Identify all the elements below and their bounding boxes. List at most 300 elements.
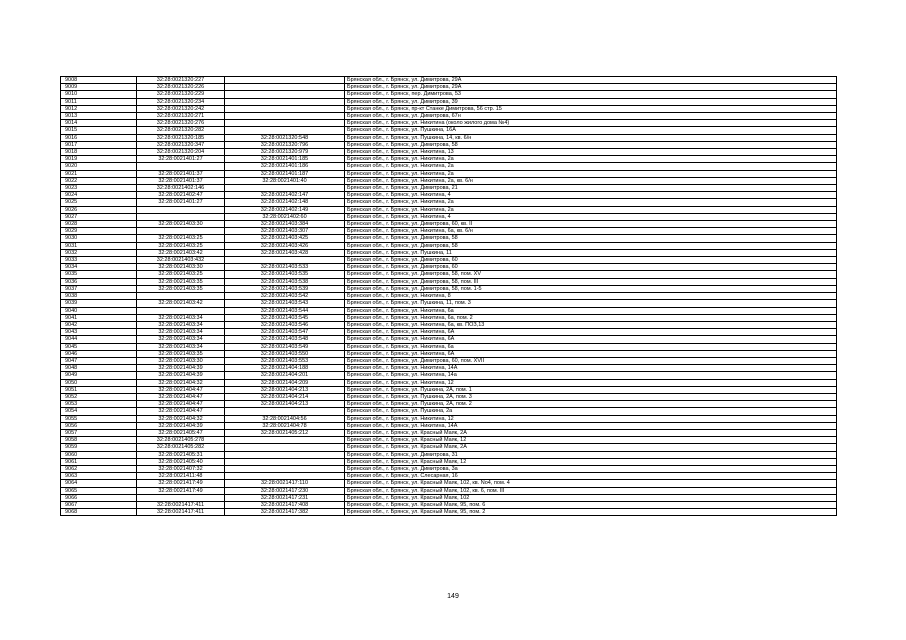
- table-row: [61, 415, 837, 422]
- parcel-number-cell: 32:28:0021403:35: [137, 350, 225, 357]
- address-cell: Брянская обл., г. Брянск, ул. Слесарная, 16: [345, 473, 837, 480]
- object-number-cell: 32:28:0021403:553: [225, 357, 345, 364]
- parcel-number-cell: 32:28:0021404:39: [137, 422, 225, 429]
- object-number-cell: 32:28:0021403:550: [225, 350, 345, 357]
- object-number-cell: 32:28:0021404:213: [225, 401, 345, 408]
- table-row: [61, 314, 837, 321]
- parcel-number-cell: 32:28:0021405:31: [137, 451, 225, 458]
- parcel-number-cell: [137, 307, 225, 314]
- address-cell: Брянская обл., г. Брянск, ул. Никитина, 14А: [345, 422, 837, 429]
- address-cell: Брянская обл., г. Брянск, ул. Пушкина, 2А, пом. 3: [345, 393, 837, 400]
- row-number-cell: 9032: [61, 249, 137, 256]
- row-number-cell: 9053: [61, 401, 137, 408]
- table-row: [61, 379, 837, 386]
- object-number-cell: 32:28:0021404:201: [225, 372, 345, 379]
- row-number-cell: 9045: [61, 343, 137, 350]
- parcel-number-cell: [137, 206, 225, 213]
- object-number-cell: [225, 84, 345, 91]
- object-number-cell: [225, 465, 345, 472]
- address-cell: Брянская обл., г. Брянск, ул. Никитина, 2а, кв. 6/н: [345, 177, 837, 184]
- row-number-cell: 9067: [61, 501, 137, 508]
- row-number-cell: 9047: [61, 357, 137, 364]
- address-cell: Брянская обл., г. Брянск, ул. Димитрова, 58: [345, 235, 837, 242]
- row-number-cell: 9022: [61, 177, 137, 184]
- object-number-cell: 32:28:0021417:231: [225, 494, 345, 501]
- parcel-number-cell: 32:28:0021402:146: [137, 185, 225, 192]
- object-number-cell: 32:28:0021401:185: [225, 156, 345, 163]
- row-number-cell: 9035: [61, 271, 137, 278]
- address-cell: Брянская обл., г. Брянск, ул. Димитрова, 67н: [345, 113, 837, 120]
- row-number-cell: 9042: [61, 321, 137, 328]
- object-number-cell: 32:28:0021404:209: [225, 379, 345, 386]
- parcel-number-cell: 32:28:0021411:48: [137, 473, 225, 480]
- parcel-number-cell: 32:28:0021403:25: [137, 242, 225, 249]
- table-row: [61, 271, 837, 278]
- parcel-number-cell: 32:28:0021403:25: [137, 271, 225, 278]
- table-row: [61, 192, 837, 199]
- object-number-cell: [225, 91, 345, 98]
- object-number-cell: 32:28:0021403:539: [225, 285, 345, 292]
- object-number-cell: 32:28:0021401:40: [225, 177, 345, 184]
- table-row: [61, 307, 837, 314]
- parcel-number-cell: 32:28:0021403:30: [137, 264, 225, 271]
- address-cell: Брянская обл., г. Брянск, ул. Никитина, 6А: [345, 336, 837, 343]
- parcel-number-cell: 32:28:0021403:30: [137, 357, 225, 364]
- row-number-cell: 9044: [61, 336, 137, 343]
- table-row: [61, 242, 837, 249]
- row-number-cell: 9052: [61, 393, 137, 400]
- address-cell: Брянская обл., г. Брянск, ул. Димитрова, 60, пом. XVII: [345, 357, 837, 364]
- row-number-cell: 9015: [61, 127, 137, 134]
- object-number-cell: 32:28:0021403:544: [225, 307, 345, 314]
- table-row: [61, 199, 837, 206]
- parcel-number-cell: 32:28:0021404:32: [137, 379, 225, 386]
- address-cell: Брянская обл., г. Брянск, ул. Никитина, 13: [345, 149, 837, 156]
- row-number-cell: 9011: [61, 98, 137, 105]
- row-number-cell: 9049: [61, 372, 137, 379]
- table-row: [61, 278, 837, 285]
- object-number-cell: 32:28:0021403:533: [225, 264, 345, 271]
- address-cell: Брянская обл., г. Брянск, ул. Красный Маяк, 95, пом. 6: [345, 501, 837, 508]
- table-row: [61, 357, 837, 364]
- object-number-cell: 32:28:0021405:212: [225, 429, 345, 436]
- table-row: [61, 350, 837, 357]
- address-cell: Брянская обл., г. Брянск, ул. Красный Маяк, 102: [345, 494, 837, 501]
- table-row: [61, 185, 837, 192]
- row-number-cell: 9028: [61, 221, 137, 228]
- table-row: [61, 365, 837, 372]
- parcel-number-cell: 32:28:0021403:35: [137, 285, 225, 292]
- table-row: [61, 401, 837, 408]
- parcel-number-cell: [137, 213, 225, 220]
- row-number-cell: 9031: [61, 242, 137, 249]
- table-row: [61, 264, 837, 271]
- table-row: [61, 501, 837, 508]
- row-number-cell: 9038: [61, 293, 137, 300]
- object-number-cell: 32:28:0021404:214: [225, 393, 345, 400]
- address-cell: Брянская обл., г. Брянск, ул. Красный Маяк, 102, кв. 6, пом. III: [345, 487, 837, 494]
- row-number-cell: 9029: [61, 228, 137, 235]
- parcel-number-cell: [137, 293, 225, 300]
- address-cell: Брянская обл., г. Брянск, ул. Пушкина, 11: [345, 249, 837, 256]
- parcel-number-cell: 32:28:0021320:234: [137, 98, 225, 105]
- object-number-cell: [225, 77, 345, 84]
- table-row: [61, 91, 837, 98]
- parcel-number-cell: 32:28:0021320:227: [137, 77, 225, 84]
- parcel-number-cell: 32:28:0021320:229: [137, 91, 225, 98]
- object-number-cell: 32:28:0021417:230: [225, 487, 345, 494]
- parcel-number-cell: 32:28:0021417:411: [137, 501, 225, 508]
- table-row: [61, 84, 837, 91]
- table-row: [61, 113, 837, 120]
- table-row: [61, 393, 837, 400]
- row-number-cell: 9063: [61, 473, 137, 480]
- object-number-cell: 32:28:0021403:542: [225, 293, 345, 300]
- row-number-cell: 9034: [61, 264, 137, 271]
- object-number-cell: [225, 473, 345, 480]
- address-cell: Брянская обл., г. Брянск, ул. Никитина (около жилого дома №4): [345, 120, 837, 127]
- table-row: [61, 77, 837, 84]
- address-cell: Брянская обл., г. Брянск, ул. Никитина, 2а: [345, 206, 837, 213]
- object-number-cell: 32:28:0021403:428: [225, 249, 345, 256]
- parcel-number-cell: 32:28:0021404:39: [137, 372, 225, 379]
- address-cell: Брянская обл., г. Брянск, ул. Димитрова, 58, пом. XV: [345, 271, 837, 278]
- address-cell: Брянская обл., г. Брянск, ул. Пушкина, 2А, пом. 2: [345, 401, 837, 408]
- parcel-number-cell: 32:28:0021320:185: [137, 134, 225, 141]
- address-cell: Брянская обл., г. Брянск, ул. Пушкина, 14, кв. 6/н: [345, 134, 837, 141]
- row-number-cell: 9023: [61, 185, 137, 192]
- table-row: [61, 487, 837, 494]
- row-number-cell: 9018: [61, 149, 137, 156]
- row-number-cell: 9062: [61, 465, 137, 472]
- object-number-cell: [225, 113, 345, 120]
- row-number-cell: 9010: [61, 91, 137, 98]
- row-number-cell: 9026: [61, 206, 137, 213]
- object-number-cell: 32:28:0021402:148: [225, 199, 345, 206]
- parcel-number-cell: 32:28:0021403:35: [137, 278, 225, 285]
- parcel-number-cell: 32:28:0021402:47: [137, 192, 225, 199]
- parcel-number-cell: 32:28:0021320:276: [137, 120, 225, 127]
- object-number-cell: 32:28:0021403:549: [225, 343, 345, 350]
- parcel-number-cell: 32:28:0021403:42: [137, 300, 225, 307]
- object-number-cell: 32:28:0021403:426: [225, 242, 345, 249]
- row-number-cell: 9057: [61, 429, 137, 436]
- object-number-cell: 32:28:0021403:545: [225, 314, 345, 321]
- row-number-cell: 9050: [61, 379, 137, 386]
- object-number-cell: [225, 451, 345, 458]
- table-row: [61, 228, 837, 235]
- row-number-cell: 9059: [61, 444, 137, 451]
- table-row: [61, 120, 837, 127]
- object-number-cell: 32:28:0021401:187: [225, 170, 345, 177]
- object-number-cell: 32:28:0021403:538: [225, 278, 345, 285]
- object-number-cell: 32:28:0021403:535: [225, 271, 345, 278]
- row-number-cell: 9025: [61, 199, 137, 206]
- parcel-number-cell: 32:28:0021401:27: [137, 156, 225, 163]
- row-number-cell: 9039: [61, 300, 137, 307]
- address-cell: Брянская обл., г. Брянск, ул. Пушкина, 16А: [345, 127, 837, 134]
- table-body: [61, 77, 837, 516]
- table-row: [61, 163, 837, 170]
- parcel-number-cell: 32:28:0021403:30: [137, 221, 225, 228]
- parcel-number-cell: 32:28:0021405:282: [137, 444, 225, 451]
- table-row: [61, 480, 837, 487]
- object-number-cell: 32:28:0021403:547: [225, 329, 345, 336]
- object-number-cell: 32:28:0021402:60: [225, 213, 345, 220]
- table-row: [61, 343, 837, 350]
- object-number-cell: 32:28:0021320:548: [225, 134, 345, 141]
- row-number-cell: 9066: [61, 494, 137, 501]
- row-number-cell: 9016: [61, 134, 137, 141]
- parcel-number-cell: 32:28:0021417:49: [137, 480, 225, 487]
- row-number-cell: 9041: [61, 314, 137, 321]
- parcel-number-cell: 32:28:0021401:37: [137, 177, 225, 184]
- parcel-number-cell: 32:28:0021320:204: [137, 149, 225, 156]
- row-number-cell: 9054: [61, 408, 137, 415]
- address-cell: Брянская обл., г. Брянск, ул. Никитина, 6а, пом. 2: [345, 314, 837, 321]
- row-number-cell: 9008: [61, 77, 137, 84]
- address-cell: Брянская обл., г. Брянск, ул. Никитина, 14А: [345, 365, 837, 372]
- table-row: [61, 451, 837, 458]
- address-cell: Брянская обл., г. Брянск, ул. Никитина, 6а, кв. 6/н: [345, 228, 837, 235]
- object-number-cell: 32:28:0021320:796: [225, 141, 345, 148]
- table-row: [61, 170, 837, 177]
- row-number-cell: 9061: [61, 458, 137, 465]
- row-number-cell: 9030: [61, 235, 137, 242]
- parcel-number-cell: 32:28:0021320:226: [137, 84, 225, 91]
- table-row: [61, 149, 837, 156]
- address-cell: Брянская обл., г. Брянск, ул. Никитина, 8: [345, 293, 837, 300]
- table-row: [61, 386, 837, 393]
- address-cell: Брянская обл., г. Брянск, ул. Димитрова, 3а: [345, 465, 837, 472]
- address-cell: Брянская обл., г. Брянск, ул. Никитина, 2а: [345, 199, 837, 206]
- parcel-number-cell: 32:28:0021404:39: [137, 365, 225, 372]
- address-cell: Брянская обл., г. Брянск, ул. Димитрова, 58, пом. 1-5: [345, 285, 837, 292]
- row-number-cell: 9021: [61, 170, 137, 177]
- parcel-number-cell: 32:28:0021404:47: [137, 393, 225, 400]
- row-number-cell: 9013: [61, 113, 137, 120]
- address-cell: Брянская обл., г. Брянск, ул. Димитрова, 21: [345, 185, 837, 192]
- table-row: [61, 437, 837, 444]
- address-cell: Брянская обл., г. Брянск, пр-кт Станке Димитрова, 56 стр. 15: [345, 105, 837, 112]
- object-number-cell: [225, 105, 345, 112]
- object-number-cell: 32:28:0021401:186: [225, 163, 345, 170]
- row-number-cell: 9058: [61, 437, 137, 444]
- address-cell: Брянская обл., г. Брянск, пер. Димитрова, 53: [345, 91, 837, 98]
- parcel-number-cell: 32:28:0021404:47: [137, 408, 225, 415]
- object-number-cell: [225, 408, 345, 415]
- row-number-cell: 9060: [61, 451, 137, 458]
- table-row: [61, 509, 837, 516]
- object-number-cell: 32:28:0021403:546: [225, 321, 345, 328]
- address-cell: Брянская обл., г. Брянск, ул. Никитина, 6А: [345, 329, 837, 336]
- address-cell: Брянская обл., г. Брянск, ул. Красный Маяк, 2А: [345, 429, 837, 436]
- address-cell: Брянская обл., г. Брянск, ул. Никитина, 2а: [345, 170, 837, 177]
- cadastral-table: [60, 76, 837, 516]
- parcel-number-cell: 32:28:0021407:32: [137, 465, 225, 472]
- parcel-number-cell: 32:28:0021403:34: [137, 336, 225, 343]
- row-number-cell: 9065: [61, 487, 137, 494]
- row-number-cell: 9048: [61, 365, 137, 372]
- address-cell: Брянская обл., г. Брянск, ул. Никитина, 14а: [345, 372, 837, 379]
- table-row: [61, 98, 837, 105]
- table-row: [61, 321, 837, 328]
- object-number-cell: 32:28:0021403:307: [225, 228, 345, 235]
- table-row: [61, 408, 837, 415]
- address-cell: Брянская обл., г. Брянск, ул. Красный Маяк, 102, кв. No4, пом. 4: [345, 480, 837, 487]
- address-cell: Брянская обл., г. Брянск, ул. Димитрова, 58: [345, 242, 837, 249]
- address-cell: Брянская обл., г. Брянск, ул. Димитрова, 29А: [345, 84, 837, 91]
- object-number-cell: 32:28:0021404:78: [225, 422, 345, 429]
- parcel-number-cell: 32:28:0021403:34: [137, 329, 225, 336]
- parcel-number-cell: 32:28:0021405:40: [137, 458, 225, 465]
- table-row: [61, 444, 837, 451]
- address-cell: Брянская обл., г. Брянск, ул. Никитина, 6А: [345, 350, 837, 357]
- object-number-cell: 32:28:0021417:110: [225, 480, 345, 487]
- object-number-cell: [225, 127, 345, 134]
- row-number-cell: 9014: [61, 120, 137, 127]
- row-number-cell: 9040: [61, 307, 137, 314]
- table-row: [61, 127, 837, 134]
- row-number-cell: 9017: [61, 141, 137, 148]
- address-cell: Брянская обл., г. Брянск, ул. Димитрова, 60, кв. II: [345, 221, 837, 228]
- table-row: [61, 293, 837, 300]
- table-row: [61, 300, 837, 307]
- object-number-cell: [225, 185, 345, 192]
- address-cell: Брянская обл., г. Брянск, ул. Пушкина, 2А, пом. 1: [345, 386, 837, 393]
- row-number-cell: 9068: [61, 509, 137, 516]
- object-number-cell: 32:28:0021320:979: [225, 149, 345, 156]
- row-number-cell: 9051: [61, 386, 137, 393]
- parcel-number-cell: 32:28:0021403:432: [137, 257, 225, 264]
- parcel-number-cell: 32:28:0021404:32: [137, 415, 225, 422]
- table-row: [61, 336, 837, 343]
- object-number-cell: 32:28:0021403:548: [225, 336, 345, 343]
- table-row: [61, 372, 837, 379]
- object-number-cell: [225, 458, 345, 465]
- address-cell: Брянская обл., г. Брянск, ул. Пушкина, 11, пом. 3: [345, 300, 837, 307]
- parcel-number-cell: 32:28:0021403:42: [137, 249, 225, 256]
- address-cell: Брянская обл., г. Брянск, ул. Пушкина, 2а: [345, 408, 837, 415]
- page-number: 149: [447, 593, 459, 600]
- row-number-cell: 9043: [61, 329, 137, 336]
- table-row: [61, 329, 837, 336]
- object-number-cell: [225, 120, 345, 127]
- row-number-cell: 9027: [61, 213, 137, 220]
- object-number-cell: 32:28:0021402:149: [225, 206, 345, 213]
- parcel-number-cell: 32:28:0021405:278: [137, 437, 225, 444]
- table-row: [61, 429, 837, 436]
- row-number-cell: 9046: [61, 350, 137, 357]
- address-cell: Брянская обл., г. Брянск, ул. Никитина, 6а, кв. ПОЗ,13: [345, 321, 837, 328]
- row-number-cell: 9064: [61, 480, 137, 487]
- parcel-number-cell: 32:28:0021403:34: [137, 321, 225, 328]
- parcel-number-cell: 32:28:0021401:37: [137, 170, 225, 177]
- table-row: [61, 134, 837, 141]
- parcel-number-cell: 32:28:0021403:34: [137, 314, 225, 321]
- row-number-cell: 9012: [61, 105, 137, 112]
- address-cell: Брянская обл., г. Брянск, ул. Димитрова, 39: [345, 98, 837, 105]
- parcel-number-cell: 32:28:0021320:271: [137, 113, 225, 120]
- object-number-cell: 32:28:0021417:382: [225, 509, 345, 516]
- parcel-number-cell: 32:28:0021320:282: [137, 127, 225, 134]
- table-row: [61, 105, 837, 112]
- table-row: [61, 285, 837, 292]
- address-cell: Брянская обл., г. Брянск, ул. Димитрова, 60: [345, 264, 837, 271]
- row-number-cell: 9009: [61, 84, 137, 91]
- object-number-cell: [225, 444, 345, 451]
- object-number-cell: 32:28:0021403:425: [225, 235, 345, 242]
- row-number-cell: 9055: [61, 415, 137, 422]
- table-row: [61, 213, 837, 220]
- address-cell: Брянская обл., г. Брянск, ул. Димитрова, 58, пом. III: [345, 278, 837, 285]
- table-row: [61, 257, 837, 264]
- parcel-number-cell: 32:28:0021404:47: [137, 401, 225, 408]
- table-row: [61, 235, 837, 242]
- parcel-number-cell: 32:28:0021401:27: [137, 199, 225, 206]
- address-cell: Брянская обл., г. Брянск, ул. Никитина, 2а: [345, 156, 837, 163]
- address-cell: Брянская обл., г. Брянск, ул. Димитрова, 58: [345, 141, 837, 148]
- address-cell: Брянская обл., г. Брянск, ул. Красный Маяк, 12: [345, 458, 837, 465]
- address-cell: Брянская обл., г. Брянск, ул. Димитрова, 60: [345, 257, 837, 264]
- object-number-cell: 32:28:0021403:543: [225, 300, 345, 307]
- table-row: [61, 177, 837, 184]
- row-number-cell: 9037: [61, 285, 137, 292]
- parcel-number-cell: 32:28:0021403:25: [137, 235, 225, 242]
- object-number-cell: 32:28:0021404:56: [225, 415, 345, 422]
- parcel-number-cell: 32:28:0021403:34: [137, 343, 225, 350]
- parcel-number-cell: 32:28:0021405:47: [137, 429, 225, 436]
- parcel-number-cell: 32:28:0021417:49: [137, 487, 225, 494]
- object-number-cell: 32:28:0021404:188: [225, 365, 345, 372]
- address-cell: Брянская обл., г. Брянск, ул. Красный Маяк, 95, пом. 2: [345, 509, 837, 516]
- table-row: [61, 473, 837, 480]
- parcel-number-cell: 32:28:0021404:47: [137, 386, 225, 393]
- table-row: [61, 422, 837, 429]
- parcel-number-cell: 32:28:0021417:411: [137, 509, 225, 516]
- object-number-cell: [225, 98, 345, 105]
- row-number-cell: 9019: [61, 156, 137, 163]
- address-cell: Брянская обл., г. Брянск, ул. Димитрова, 29А: [345, 77, 837, 84]
- parcel-number-cell: [137, 163, 225, 170]
- object-number-cell: 32:28:0021403:384: [225, 221, 345, 228]
- table-row: [61, 221, 837, 228]
- address-cell: Брянская обл., г. Брянск, ул. Димитрова, 31: [345, 451, 837, 458]
- table-row: [61, 494, 837, 501]
- table-row: [61, 458, 837, 465]
- address-cell: Брянская обл., г. Брянск, ул. Никитина, 2а: [345, 163, 837, 170]
- address-cell: Брянская обл., г. Брянск, ул. Красный Маяк, 2А: [345, 444, 837, 451]
- object-number-cell: 32:28:0021404:213: [225, 386, 345, 393]
- row-number-cell: 9036: [61, 278, 137, 285]
- table-row: [61, 465, 837, 472]
- row-number-cell: 9056: [61, 422, 137, 429]
- address-cell: Брянская обл., г. Брянск, ул. Красный Маяк, 12: [345, 437, 837, 444]
- parcel-number-cell: 32:28:0021320:347: [137, 141, 225, 148]
- row-number-cell: 9020: [61, 163, 137, 170]
- parcel-number-cell: [137, 228, 225, 235]
- row-number-cell: 9024: [61, 192, 137, 199]
- address-cell: Брянская обл., г. Брянск, ул. Никитина, 12: [345, 415, 837, 422]
- address-cell: Брянская обл., г. Брянск, ул. Никитина, 6а: [345, 343, 837, 350]
- table-row: [61, 156, 837, 163]
- object-number-cell: [225, 437, 345, 444]
- table-row: [61, 206, 837, 213]
- address-cell: Брянская обл., г. Брянск, ул. Никитина, 4: [345, 192, 837, 199]
- row-number-cell: 9033: [61, 257, 137, 264]
- address-cell: Брянская обл., г. Брянск, ул. Никитина, 4: [345, 213, 837, 220]
- parcel-number-cell: [137, 494, 225, 501]
